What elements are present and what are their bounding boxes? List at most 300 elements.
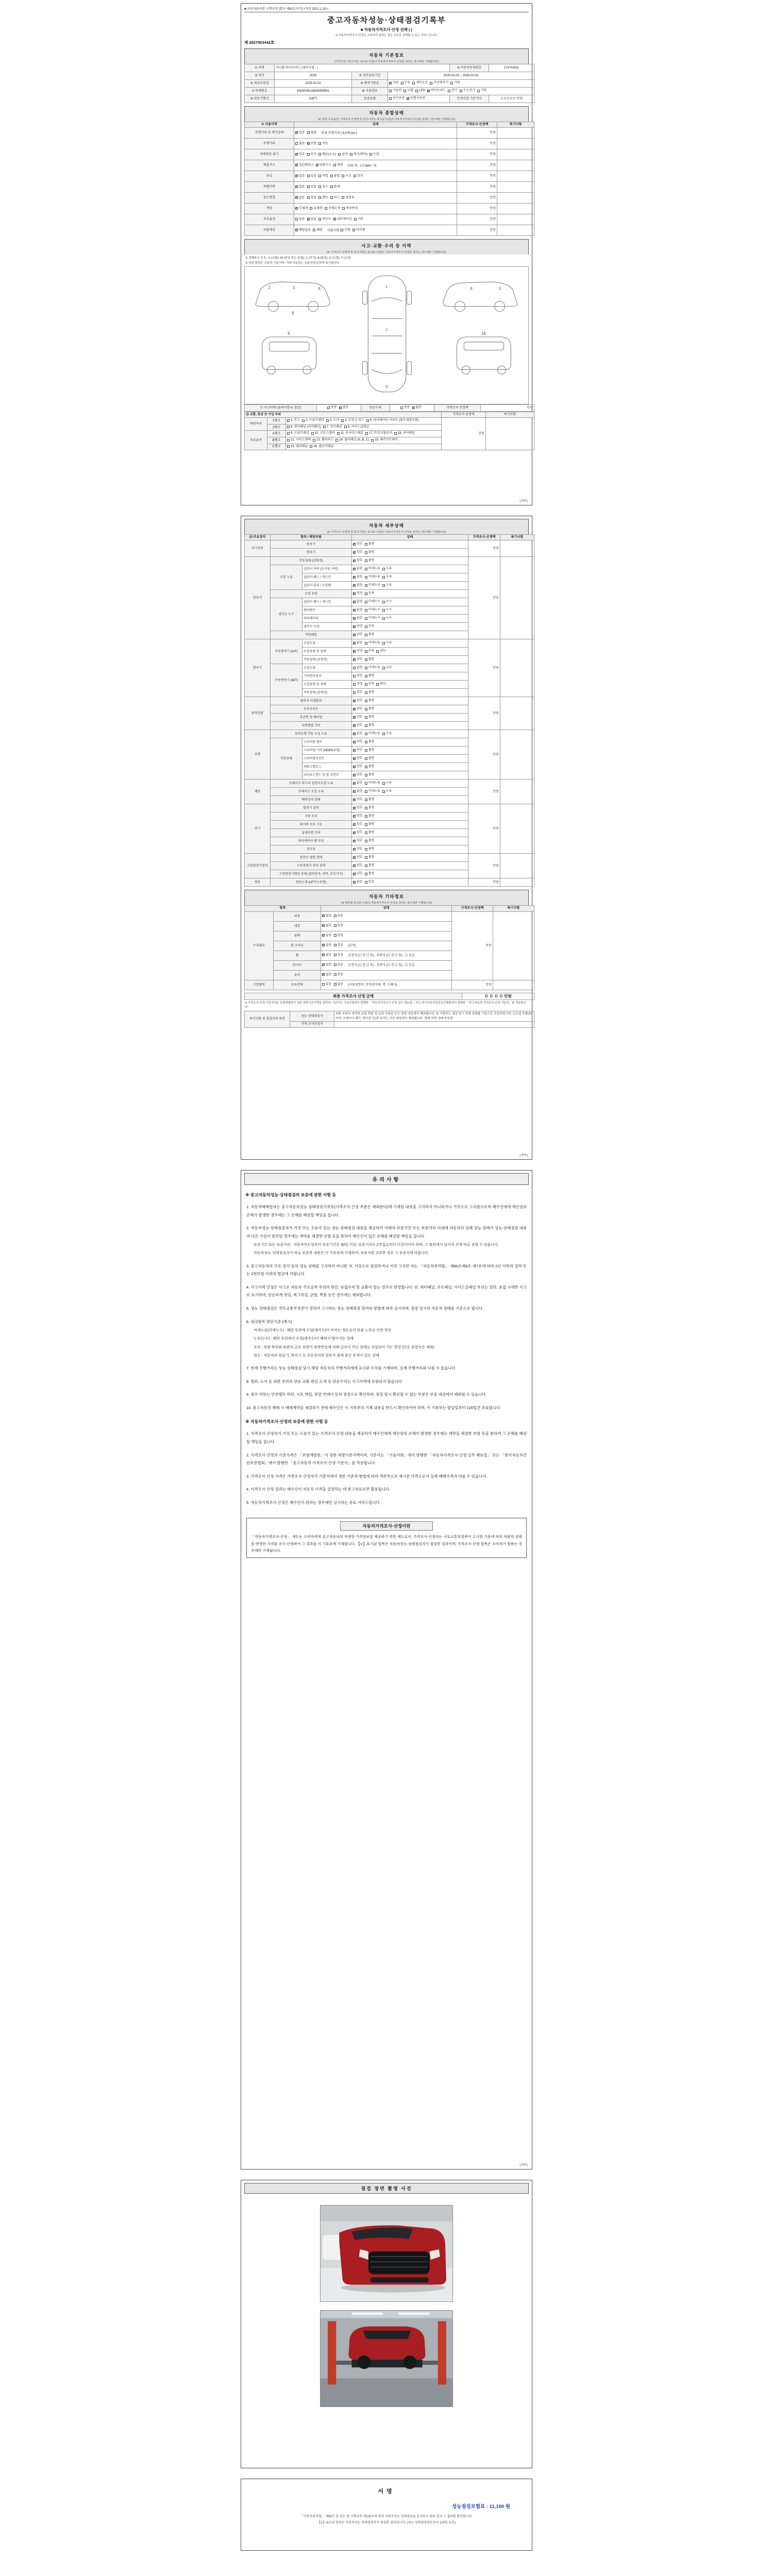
checkbox-누유[interactable] — [382, 666, 392, 670]
status-cell[interactable] — [352, 689, 468, 697]
status-cell[interactable] — [352, 812, 468, 821]
svg-text:3: 3 — [498, 286, 501, 292]
checkbox-없음[interactable] — [295, 217, 305, 222]
checkbox-box-icon — [341, 419, 344, 422]
checkbox-없음[interactable] — [353, 732, 363, 736]
checkbox-불량[interactable] — [365, 723, 375, 727]
status-cell[interactable] — [321, 931, 452, 941]
status-cell[interactable] — [286, 418, 442, 425]
checkbox-자동[interactable] — [389, 81, 399, 85]
status-cell[interactable] — [352, 747, 468, 755]
checkbox-기타[interactable] — [354, 217, 364, 222]
checkbox-미세누수[interactable] — [365, 600, 380, 604]
checkbox-양호[interactable] — [295, 131, 305, 135]
checkbox-box-icon — [353, 634, 356, 636]
checkbox-있음[interactable] — [334, 914, 344, 918]
checkbox-양호[interactable] — [353, 773, 363, 777]
checkbox-label: 있음 — [310, 185, 317, 189]
checkbox-있음[interactable] — [334, 963, 344, 967]
checkbox-미세누유[interactable] — [365, 666, 380, 670]
checkbox-없음[interactable] — [353, 641, 363, 645]
checkbox-있음[interactable] — [334, 934, 344, 938]
status-cell[interactable] — [352, 878, 468, 887]
checkbox-누유[interactable] — [382, 789, 392, 793]
status-cell[interactable] — [294, 214, 457, 225]
status-cell[interactable] — [352, 664, 468, 672]
checkbox-양호[interactable] — [353, 707, 363, 711]
status-cell[interactable] — [286, 437, 442, 444]
checkbox-8. 사이드실패널[interactable] — [344, 425, 369, 429]
checkbox-양호[interactable] — [353, 748, 363, 752]
checkbox-미세누수[interactable] — [365, 608, 380, 612]
checkbox-누유[interactable] — [382, 641, 392, 645]
status-cell[interactable] — [352, 845, 468, 854]
checkbox-있음[interactable] — [307, 185, 317, 189]
checkbox-box-icon — [365, 724, 367, 727]
checkbox-세미오토[interactable] — [412, 81, 428, 85]
status-cell[interactable] — [352, 697, 468, 705]
continued-marker: (계속) — [519, 500, 528, 503]
checkbox-전기[interactable] — [448, 89, 458, 93]
checkbox-무채색[interactable] — [295, 207, 308, 211]
status-cell[interactable] — [352, 705, 468, 714]
checkbox-15. 대쉬패널[interactable] — [287, 445, 308, 449]
checkbox-없음[interactable] — [353, 583, 363, 587]
checkbox-5. 라디에이터 서포트 (볼트체결부품)[interactable] — [366, 418, 419, 422]
checkbox-없음[interactable] — [353, 567, 363, 571]
checkbox-불량[interactable] — [365, 798, 375, 802]
checkbox-누유[interactable] — [382, 781, 392, 785]
cell: 작동상태 — [271, 738, 303, 779]
status-cell[interactable] — [294, 204, 457, 214]
status-cell[interactable] — [352, 862, 468, 870]
checkbox-box-icon — [322, 983, 325, 986]
checkbox-양호[interactable] — [353, 723, 363, 727]
checkbox-있음[interactable] — [365, 880, 375, 884]
checkbox-없음[interactable] — [353, 600, 363, 604]
checkbox-label: 양호 — [357, 864, 363, 868]
checkbox-label: 전기 — [451, 89, 458, 93]
checkbox-미세누유[interactable] — [365, 781, 380, 785]
status-cell[interactable]: ✓ 해당없음 해당 리콜이행 : 이행 미이행 — [294, 225, 457, 236]
checkbox-14. 필러패널 (A, B, C)[interactable] — [335, 438, 369, 442]
status-cell[interactable] — [352, 598, 468, 606]
checkbox-label: 불량 — [368, 864, 375, 868]
checkbox-10. 크로스멤버[interactable] — [311, 431, 335, 435]
checkbox-있음[interactable] — [307, 196, 317, 200]
checkbox-누유[interactable] — [382, 732, 392, 736]
checkbox-양호[interactable] — [353, 558, 363, 563]
checkbox-없음[interactable] — [295, 174, 305, 178]
checkbox-없음[interactable] — [322, 914, 332, 918]
checkbox-양호[interactable] — [353, 756, 363, 760]
checkbox-부족[interactable] — [365, 591, 375, 596]
checkbox-미세누수[interactable] — [365, 616, 380, 620]
checkbox-부족[interactable] — [365, 624, 375, 629]
status-cell[interactable] — [352, 573, 468, 582]
status-cell[interactable] — [294, 193, 457, 204]
checkbox-불량[interactable] — [365, 707, 375, 711]
checkbox-불량[interactable] — [365, 839, 375, 843]
status-cell[interactable] — [388, 80, 534, 88]
checkbox-4. 트렁크 리드[interactable] — [341, 418, 364, 422]
cell: 만원 — [457, 204, 497, 214]
checkbox-과다[interactable] — [376, 682, 386, 686]
status-cell[interactable] — [352, 681, 468, 689]
checkbox-불량[interactable] — [365, 814, 375, 818]
checkbox-무단변속기[interactable] — [430, 81, 448, 85]
status-cell[interactable] — [352, 590, 468, 598]
status-cell[interactable] — [352, 730, 468, 738]
checkbox-19. 패키지트레이[interactable] — [371, 438, 398, 442]
checkbox-불량[interactable] — [365, 855, 375, 859]
checkbox-7. 루프패널[interactable] — [323, 425, 342, 429]
status-cell[interactable] — [352, 837, 468, 845]
checkbox-양호[interactable] — [353, 674, 363, 678]
checkbox-양호[interactable] — [353, 872, 363, 876]
checkbox-label: 없음 — [299, 174, 305, 178]
checkbox-양호[interactable] — [353, 765, 363, 769]
checkbox-구조[interactable] — [342, 174, 351, 178]
checkbox-없음[interactable] — [322, 924, 332, 928]
checkbox-양호[interactable] — [353, 550, 363, 554]
checkbox-누수[interactable] — [382, 600, 392, 604]
checkbox-있음[interactable] — [327, 405, 337, 410]
checkbox-없음[interactable] — [334, 982, 344, 987]
checkbox-자가보증[interactable] — [389, 96, 405, 100]
checkbox-17. 트렁크플로어[interactable] — [365, 431, 392, 435]
checkbox-13. 휠하우스[interactable] — [313, 438, 333, 442]
checkbox-적정[interactable] — [353, 624, 363, 629]
checkbox-누유[interactable] — [382, 575, 392, 579]
checkbox-불량[interactable] — [365, 806, 375, 810]
checkbox-불량[interactable] — [365, 740, 375, 744]
checkbox-불량[interactable] — [365, 847, 375, 851]
checkbox-상이[interactable] — [338, 152, 348, 157]
checkbox-양호[interactable] — [353, 798, 363, 802]
checkbox-없음[interactable] — [322, 973, 332, 977]
status-cell[interactable] — [352, 771, 468, 779]
checkbox-양호[interactable] — [353, 863, 363, 868]
cell: 수리필요 — [245, 911, 274, 980]
checkbox-양호[interactable] — [353, 699, 363, 703]
checkbox-16. 플로어패널[interactable] — [310, 445, 333, 449]
checkbox-미세누유[interactable] — [365, 567, 380, 571]
status-cell[interactable] — [390, 405, 434, 412]
status-cell[interactable] — [352, 565, 468, 573]
checkbox-box-icon — [337, 432, 340, 435]
checkbox-불량[interactable] — [365, 765, 375, 769]
table-row — [245, 854, 534, 862]
checkbox-미이행[interactable] — [352, 228, 365, 232]
checkbox-불량[interactable] — [307, 131, 317, 135]
checkbox-하이브리드[interactable] — [427, 89, 446, 93]
checkbox-없음[interactable] — [353, 781, 363, 785]
checkbox-디젤[interactable] — [404, 89, 413, 93]
status-cell[interactable] — [388, 88, 534, 95]
status-cell[interactable] — [352, 549, 468, 557]
checkbox-불량[interactable] — [365, 863, 375, 868]
checkbox-렌트[interactable] — [318, 196, 328, 200]
section-basic-note: (가격산정 기준가격은 복수(2 이상)의 자동차가격조사·산정을 원하는 경우에만 기재합니다) — [334, 60, 439, 63]
checkbox-양호[interactable] — [353, 542, 363, 546]
checkbox-불량[interactable] — [365, 773, 375, 777]
status-cell[interactable] — [352, 779, 468, 788]
checkbox-일산화탄소[interactable] — [295, 163, 314, 167]
status-cell[interactable] — [388, 95, 450, 103]
status-cell[interactable] — [352, 639, 468, 648]
checkbox-box-icon — [382, 617, 385, 620]
checkbox-침수[interactable] — [318, 185, 328, 189]
status-cell[interactable] — [352, 582, 468, 590]
checkbox-미세누유[interactable] — [365, 732, 380, 736]
checkbox-양호[interactable] — [353, 839, 363, 843]
checkbox-없음[interactable] — [295, 196, 305, 200]
checkbox-있음[interactable] — [400, 405, 410, 410]
cell: 원동기 — [271, 540, 352, 549]
status-cell[interactable] — [352, 656, 468, 664]
checkbox-불량[interactable] — [365, 558, 375, 563]
checkbox-적법[interactable] — [318, 174, 328, 178]
checkbox-있음[interactable] — [307, 217, 317, 222]
checkbox-매연[interactable] — [333, 163, 343, 167]
cell: 수동변속기 (M/T) — [271, 664, 303, 697]
checkbox-누유[interactable] — [382, 567, 392, 571]
checkbox-양호[interactable] — [295, 152, 305, 157]
checkbox-탄화수소[interactable] — [316, 163, 331, 167]
checkbox-있음[interactable] — [334, 973, 344, 977]
checkbox-누유[interactable] — [382, 583, 392, 587]
checkbox-기타[interactable] — [477, 89, 487, 93]
cell: 유리 — [274, 970, 321, 980]
status-cell[interactable] — [352, 540, 468, 549]
checkbox-과다[interactable] — [376, 649, 386, 653]
checkbox-기타[interactable] — [450, 81, 460, 85]
checkbox-불량[interactable] — [365, 822, 375, 826]
checkbox-이행[interactable] — [341, 228, 350, 232]
checkbox-적음[interactable] — [318, 142, 328, 146]
checkbox-label: 이행 — [344, 228, 350, 232]
checkbox-불법[interactable] — [330, 174, 340, 178]
checkbox-네비게이션[interactable] — [333, 217, 352, 222]
checkbox-6. 쿼터패널 (리어펜더)[interactable] — [287, 425, 321, 429]
checkbox-없음[interactable] — [322, 953, 332, 957]
checkbox-많음[interactable] — [295, 142, 305, 146]
checkbox-1. 후드[interactable] — [287, 418, 300, 422]
cell: 만원 — [452, 911, 493, 980]
status-cell[interactable] — [352, 606, 468, 615]
checkbox-부식[interactable] — [307, 152, 317, 157]
checkbox-LPG[interactable] — [415, 89, 425, 93]
status-cell[interactable] — [286, 431, 442, 437]
checkbox-보통[interactable] — [307, 142, 317, 146]
status-cell[interactable] — [352, 714, 468, 722]
checkbox-양호[interactable] — [353, 814, 363, 818]
checkbox-불량[interactable] — [365, 674, 375, 678]
checkbox-양호[interactable] — [353, 831, 363, 835]
status-cell[interactable] — [294, 139, 457, 149]
status-cell[interactable] — [294, 149, 457, 160]
checkbox-양호[interactable] — [353, 855, 363, 859]
checkbox-불량[interactable] — [365, 657, 375, 662]
checkbox-부족[interactable] — [365, 649, 375, 653]
checkbox-label: 없음 — [326, 924, 332, 927]
notice-line: 5. 자동차가격조사·산정은 매수인이 원하는 경우에만 실시하는 유료 서비스입니다. — [246, 1500, 381, 1505]
status-cell[interactable]: ✓ 양호 불량 현재 주행거리 [ 8,079 km ] — [294, 128, 457, 139]
checkbox-없음[interactable] — [412, 405, 422, 410]
checkbox-불량[interactable] — [365, 756, 375, 760]
checkbox-보험사보증[interactable] — [407, 96, 425, 100]
status-cell[interactable] — [352, 804, 468, 812]
status-cell[interactable] — [294, 182, 457, 193]
status-cell[interactable] — [352, 631, 468, 639]
status-cell[interactable] — [294, 171, 457, 182]
status-cell[interactable] — [352, 557, 468, 565]
status-cell[interactable] — [286, 444, 442, 450]
checkbox-있음[interactable] — [307, 174, 317, 178]
status-cell[interactable]: 있음 없음 (사용설명서, 안전삼각대, 잭, 스패너) — [321, 980, 452, 990]
checkbox-불량[interactable] — [365, 831, 375, 835]
checkbox-불량[interactable] — [365, 699, 375, 703]
checkbox-양호[interactable] — [353, 690, 363, 694]
checkbox-영업용[interactable] — [342, 196, 354, 200]
checkbox-없음[interactable] — [353, 789, 363, 793]
status-cell[interactable] — [317, 405, 361, 412]
checkbox-색상변경[interactable] — [342, 207, 358, 211]
checkbox-유채색[interactable] — [310, 207, 322, 211]
checkbox-적정[interactable] — [353, 649, 363, 653]
checkbox-없음[interactable] — [353, 666, 363, 670]
checkbox-있음[interactable] — [334, 953, 344, 957]
checkbox-있음[interactable] — [334, 943, 344, 947]
checkbox-11. 인사이드패널[interactable] — [337, 431, 363, 435]
status-cell[interactable] — [352, 755, 468, 763]
checkbox-양호[interactable] — [353, 740, 363, 744]
checkbox-없음[interactable] — [322, 934, 332, 938]
status-cell[interactable] — [286, 424, 442, 431]
checkbox-불량[interactable] — [365, 550, 375, 554]
checkbox-없음[interactable] — [353, 616, 363, 620]
checkbox-없음[interactable] — [322, 963, 332, 967]
checkbox-2. 프론트펜더[interactable] — [302, 418, 324, 422]
checkbox-없음[interactable] — [295, 185, 305, 189]
checkbox-있음[interactable] — [334, 924, 344, 928]
checkbox-적정[interactable] — [353, 591, 363, 596]
checkbox-전체도색[interactable] — [325, 207, 340, 211]
checkbox-해당[interactable] — [313, 228, 323, 232]
checkbox-미세누유[interactable] — [365, 583, 380, 587]
cell: 조향 — [245, 730, 271, 779]
checkbox-불량[interactable] — [365, 633, 375, 637]
checkbox-없음[interactable] — [322, 943, 332, 947]
checkbox-장치[interactable] — [354, 174, 363, 178]
checkbox-미세누유[interactable] — [365, 641, 380, 645]
status-cell[interactable] — [321, 911, 452, 921]
status-cell[interactable] — [352, 672, 468, 681]
checkbox-불량[interactable] — [365, 715, 375, 719]
checkbox-누수[interactable] — [382, 616, 392, 620]
checkbox-훼손(오손)[interactable] — [318, 152, 336, 157]
status-cell[interactable] — [352, 854, 468, 862]
checkbox-변조(변타)[interactable] — [350, 152, 367, 157]
checkbox-도말[interactable] — [369, 152, 379, 157]
status-cell[interactable] — [352, 796, 468, 804]
checkbox-썬루프[interactable] — [318, 217, 331, 222]
checkbox-미세누유[interactable] — [365, 789, 380, 793]
checkbox-해당없음[interactable] — [295, 228, 311, 232]
checkbox-없음[interactable] — [339, 405, 349, 410]
status-cell[interactable] — [352, 738, 468, 747]
checkbox-수동[interactable] — [401, 81, 411, 85]
checkbox-불량[interactable] — [365, 542, 375, 546]
status-cell[interactable] — [321, 921, 452, 931]
status-cell[interactable] — [352, 870, 468, 878]
status-cell[interactable] — [352, 821, 468, 829]
status-cell[interactable]: ✓ 없음 있음 (흔적) — [321, 941, 452, 951]
checkbox-양호[interactable] — [353, 657, 363, 662]
checkbox-없음[interactable] — [353, 575, 363, 579]
checkbox-불량[interactable] — [365, 690, 375, 694]
checkbox-box-icon — [365, 667, 367, 669]
cell: 오일 유량 — [271, 590, 352, 598]
status-cell[interactable] — [352, 788, 468, 796]
checkbox-label: 해당없음 — [299, 228, 311, 232]
checkbox-없음[interactable] — [353, 608, 363, 612]
checkbox-양호[interactable] — [353, 806, 363, 810]
status-cell[interactable]: ✓ 일산화탄소 ✓ 탄화수소 매연 0.01 % , 1.0 ppm , % — [294, 160, 457, 171]
status-cell[interactable] — [352, 763, 468, 771]
checkbox-label: 적정 — [357, 592, 363, 596]
checkbox-양호[interactable] — [353, 715, 363, 719]
checkbox-3. 도어[interactable] — [326, 418, 339, 422]
checkbox-9. 프론트패널[interactable] — [287, 431, 309, 435]
checkbox-18. 리어패널[interactable] — [394, 431, 415, 435]
checkbox-있음[interactable] — [322, 982, 332, 987]
checkbox-label: 있음 — [330, 406, 337, 410]
checkbox-가솔린[interactable] — [389, 89, 401, 93]
status-cell[interactable] — [321, 970, 452, 980]
checkbox-불량[interactable] — [365, 748, 375, 752]
status-cell[interactable] — [352, 722, 468, 730]
cell: 가격조사·산정액 — [434, 405, 481, 412]
checkbox-box-icon — [412, 82, 415, 84]
status-cell[interactable]: ✓ 없음 있음 운전석 (☐ 전 ☐ 후) , 동반석 (☐ 전 ☐ 후) , ☐ 응급 — [321, 960, 452, 970]
overall-condition-table — [244, 122, 534, 236]
checkbox-양호[interactable] — [353, 633, 363, 637]
checkbox-label: 불량 — [368, 806, 375, 810]
checkbox-적정[interactable] — [353, 682, 363, 686]
checkbox-양호[interactable] — [353, 847, 363, 851]
status-cell[interactable] — [352, 829, 468, 837]
status-cell[interactable]: ✓ 없음 있음 운전석 (☐ 전 ☐ 후) , 동반석 (☐ 전 ☐ 후) , ☐ 응급 — [321, 951, 452, 960]
checkbox-box-icon — [365, 568, 367, 570]
checkbox-없음[interactable] — [353, 880, 363, 884]
checkbox-화재[interactable] — [330, 185, 340, 189]
checkbox-불량[interactable] — [365, 872, 375, 876]
checkbox-수소전기[interactable] — [460, 89, 475, 93]
checkbox-미세누유[interactable] — [365, 575, 380, 579]
status-cell[interactable] — [352, 615, 468, 623]
checkbox-부족[interactable] — [365, 682, 375, 686]
status-cell[interactable] — [352, 623, 468, 631]
checkbox-12. 사이드멤버[interactable] — [287, 438, 311, 442]
checkbox-누수[interactable] — [382, 608, 392, 612]
checkbox-양호[interactable] — [353, 822, 363, 826]
checkbox-리스[interactable] — [330, 196, 340, 200]
status-cell[interactable] — [352, 648, 468, 656]
checkbox-label: 적정 — [357, 683, 363, 686]
notice-line: 부식 : 차량 하부와 외판의 금속 표면이 화학반응에 의해 금속이 아닌 상태로 상실되어 가는 현상 (단순 표면녹은 제외) — [254, 1345, 434, 1349]
